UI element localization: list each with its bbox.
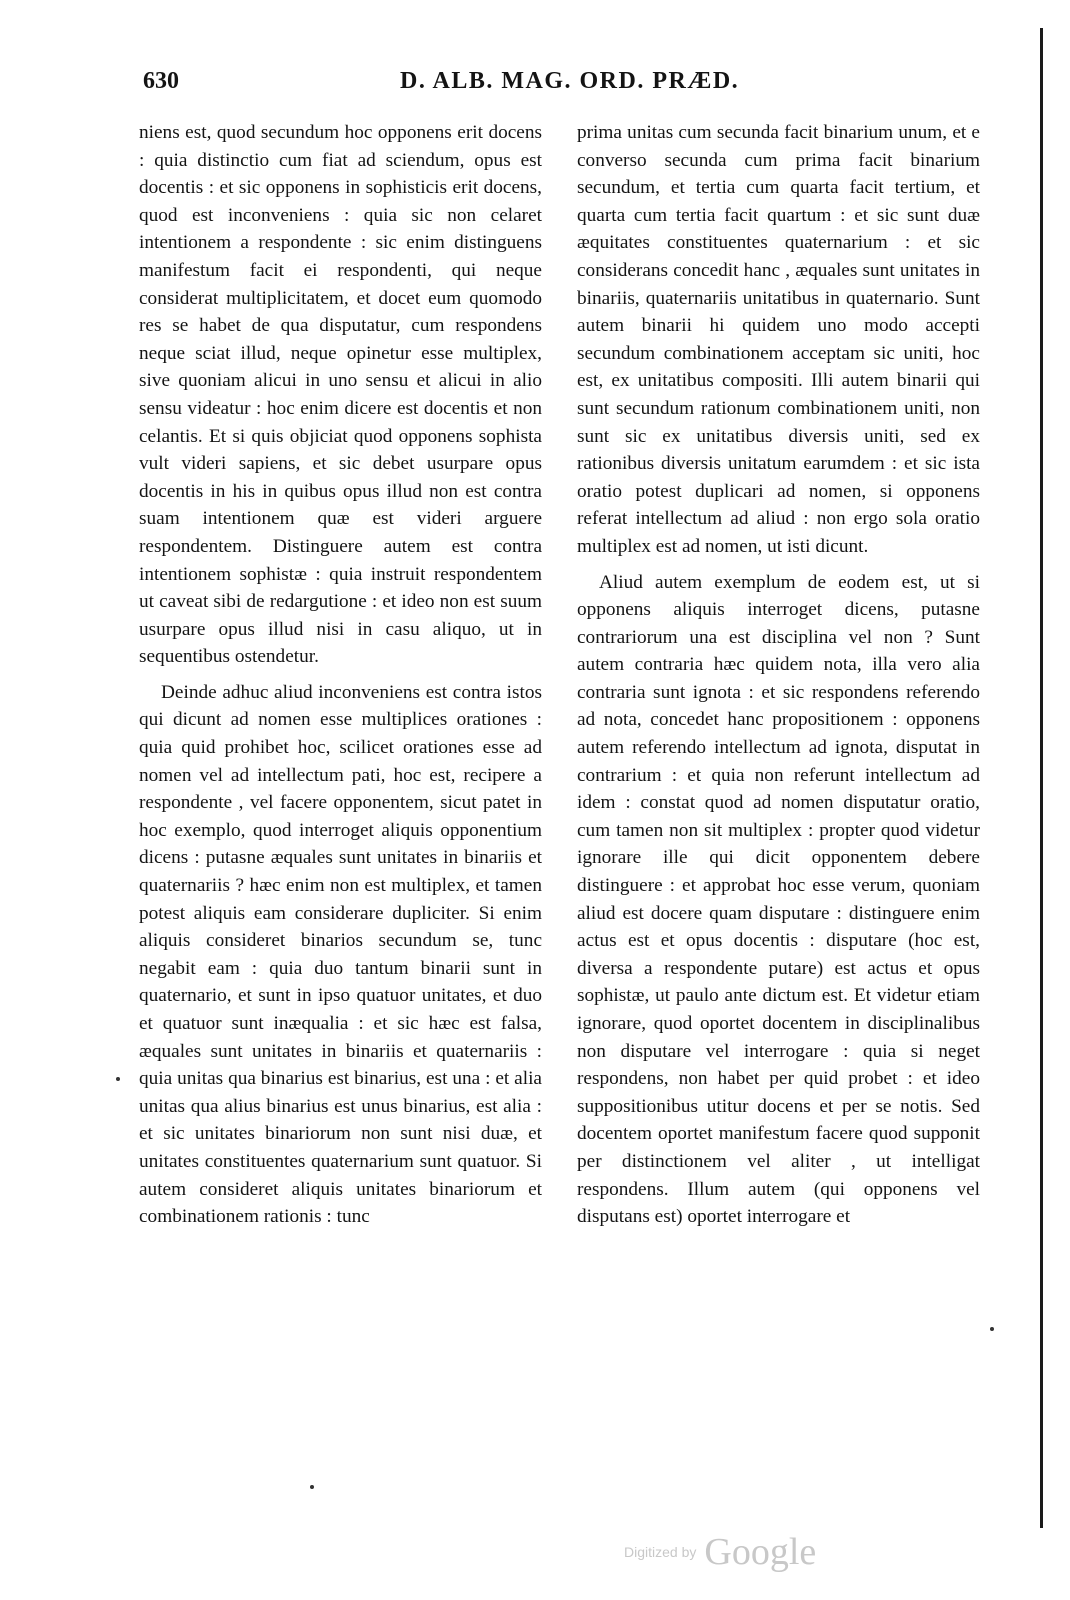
paragraph: Aliud autem exemplum de eodem est, ut si opponens aliquis interroget dicens, putasne contrariorum una est disciplina vel non ? Sunt autem contraria hæc quidem nota, illa vero alia contraria sunt ignota : et sic respondens referendo ad nota, concedet hanc propositionem : opponens autem referendo intellectum ad ignota, disputat in contrarium : et quia non referunt intellectum ad idem : constat quod ad nomen disputatur oratio, cum tamen non sit multiplex : propter quod videtur ignorare ille qui dicit opponentem debere distinguere : et approbat hoc esse verum, quoniam aliud est docere quam disputare : distinguere enim actus est et opus docentis : disputare (hoc est, diversa a respondente putare) est actus et opus sophistæ, ut paulo ante dictum est. Et videtur etiam ignorare, quod oportet docentem in disciplinalibus non disputare vel interrogare : quia si neget respondens, non habet per quid probet : et ideo suppositionibus utitur docens et per se notis. Sed docentem oportet manifestum facere quod supponit per distinctionem vel aliter , ut intelligat respondens. Illum autem (qui opponens vel disputans est) oportet interrogare et	[577, 571, 980, 1228]
watermark-brand: Google	[704, 1531, 817, 1573]
running-title: D. ALB. MAG. ORD. PRÆD.	[400, 68, 740, 94]
paragraph: niens est, quod secundum hoc opponens erit docens : quia distinctio cum fiat ad sciendum, opus est docentis : et sic opponens in sophisticis erit docens, quod est inconveniens : quia sic non celaret intentionem a respondente : sic enim distinguens manifestum facit ei respondenti, qui neque considerat multiplicitatem, et docet eum quomodo res se habet de qua disputatur, cum respondens neque sciat illud, neque opinetur esse multiplex, sive quoniam alicui in uno sensu et alicui in alio sensu videatur : hoc enim dicere est docentis et non celantis. Et si quis objiciat quod opponens sophista vult videri sapiens, et sic debet usurpare opus docentis in his in quibus opus illud non est contra suam intentionem quæ est videri arguere respondentem. Distinguere autem est contra intentionem sophistæ : quia instruit respondentem ut caveat sibi de redargutione : et ideo non est suum usurpare opus illud nisi in casu aliquo, ut in sequentibus ostendetur.	[139, 122, 542, 668]
page-header	[143, 68, 985, 102]
page-edge-rule	[1040, 28, 1043, 1528]
right-column	[577, 119, 980, 1231]
left-column	[139, 119, 542, 1231]
digitized-watermark	[624, 1530, 817, 1573]
ink-speck	[116, 1077, 120, 1081]
watermark-prefix: Digitized by	[624, 1544, 697, 1560]
ink-speck	[310, 1485, 314, 1489]
paragraph: prima unitas cum secunda facit binarium unum, et e converso secunda cum prima facit binarium secundum, et tertia cum quarta facit tertium, et quarta cum tertia facit quartum : et sic sunt duæ æquitates constituentes quaternarium : et sic considerans concedit hanc , æquales sunt unitates in binariis, quaternariis unitatibus in quaternario. Sunt autem binarii hi quidem uno modo accepti secundum combinationem acceptam sic uniti, hoc est, ex unitatibus compositi. Illi autem binarii qui sunt secundum rationum combinationem uniti, non sunt sic ex unitatibus diversis uniti, sed ex rationibus diversis unitatum earumdem : et sic ista oratio potest duplicari ad nomen, si opponens referat intellectum ad aliud : non ergo sola oratio multiplex est ad nomen, ut isti dicunt.	[577, 122, 980, 557]
paragraph: Deinde adhuc aliud inconveniens est contra istos qui dicunt ad nomen esse multiplices orationes : quia quid prohibet hoc, scilicet orationes esse ad nomen vel ad intellectum pati, hoc est, recipere a respondente , vel facere opponentem, sicut patet in hoc exemplo, quod interroget aliquis opponentium dicens : putasne æquales sunt unitates in binariis et quaternariis ? hæc enim non est multiplex, et tamen potest aliquis eam considerare dupliciter. Si enim aliquis consideret binarios secundum se, tunc negabit eam : quia duo tantum binarii sunt in quaternario, et sunt in ipso quatuor unitates, et duo et quatuor sunt inæqualia : et sic hæc est falsa, æquales sunt unitates in binariis et quaternariis : quia unitas qua binarius est binarius, est una : et alia unitas qua alius binarius est unus binarius, est alia : et sic unitates binariorum non sunt nisi duæ, et unitates constituentes quaternarium sunt quatuor. Si autem consideret aliquis unitates binariorum et combinationem rationis : tunc	[139, 681, 542, 1228]
page-number: 630	[143, 68, 179, 94]
ink-speck	[990, 1327, 994, 1331]
